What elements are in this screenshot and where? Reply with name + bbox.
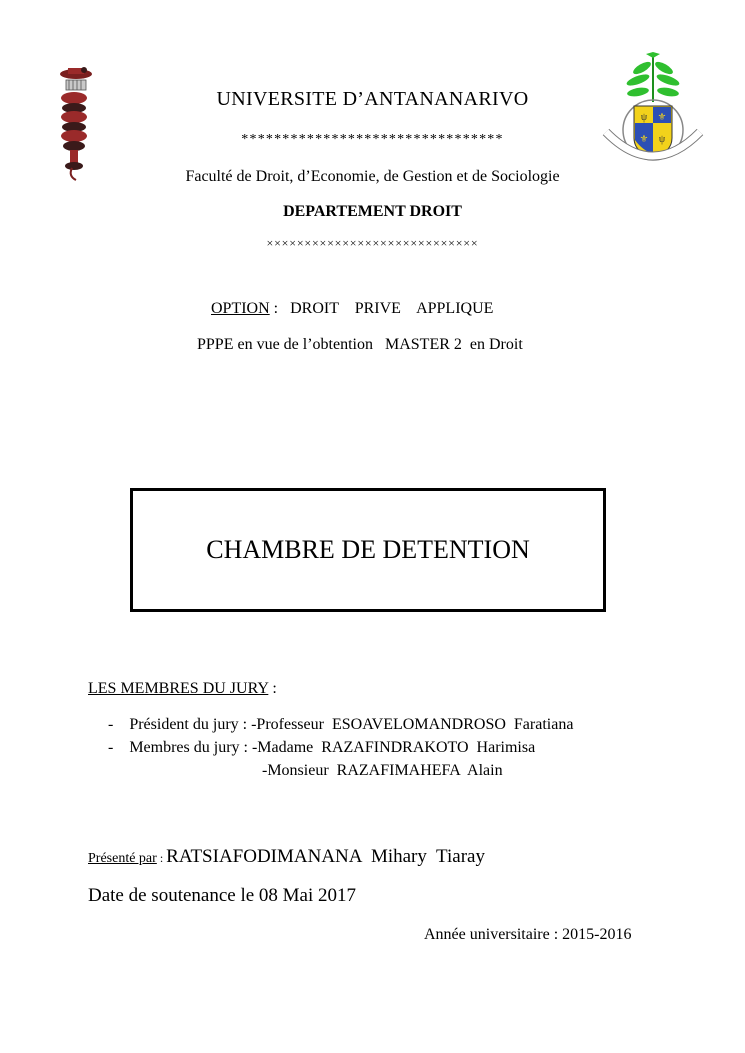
x-separator: ×××××××××××××××××××××××××××× (266, 236, 479, 250)
jury-heading (88, 680, 277, 698)
option-separator: : (269, 300, 291, 317)
jury-heading-suffix: : (268, 680, 277, 697)
jury-row-member-1: - Membres du jury : -Madame RAZAFINDRAKOTO Harimisa (108, 739, 536, 756)
presenter-label: Présenté par (88, 851, 157, 866)
thesis-title-box (130, 488, 606, 612)
university-torch-emblem-icon (38, 62, 118, 182)
jury-row-member-2: -Monsieur RAZAFIMAHEFA Alain (262, 762, 503, 779)
presenter-separator: : (156, 851, 167, 865)
presenter-name: RATSIAFODIMANANA Mihary Tiaray (166, 846, 485, 867)
department-name: DEPARTEMENT DROIT (283, 203, 462, 220)
svg-text:ψ: ψ (640, 112, 648, 123)
university-coat-of-arms-icon (598, 50, 708, 175)
presenter-line (88, 846, 485, 868)
university-name: UNIVERSITE D’ANTANANARIVO (216, 88, 529, 110)
star-separator: ******************************** (241, 132, 504, 147)
option-label: OPTION (211, 300, 270, 317)
option-value: DROIT PRIVE APPLIQUE (290, 300, 494, 317)
academic-year: Année universitaire : 2015-2016 (424, 926, 632, 943)
jury-row-president: - Président du jury : -Professeur ESOAVELOMANDROSO Faratiana (108, 716, 574, 733)
thesis-title: CHAMBRE DE DETENTION (206, 535, 530, 564)
degree-line: PPPE en vue de l’obtention MASTER 2 en Droit (197, 336, 523, 353)
defense-date: Date de soutenance le 08 Mai 2017 (88, 885, 357, 906)
svg-text:⚜: ⚜ (657, 112, 667, 123)
faculty-name: Faculté de Droit, d’Economie, de Gestion et de Sociologie (185, 168, 560, 185)
jury-heading-label: LES MEMBRES DU JURY (88, 680, 269, 697)
svg-text:⚜: ⚜ (639, 134, 649, 145)
svg-text:ψ: ψ (658, 134, 666, 145)
option-line (211, 300, 493, 318)
